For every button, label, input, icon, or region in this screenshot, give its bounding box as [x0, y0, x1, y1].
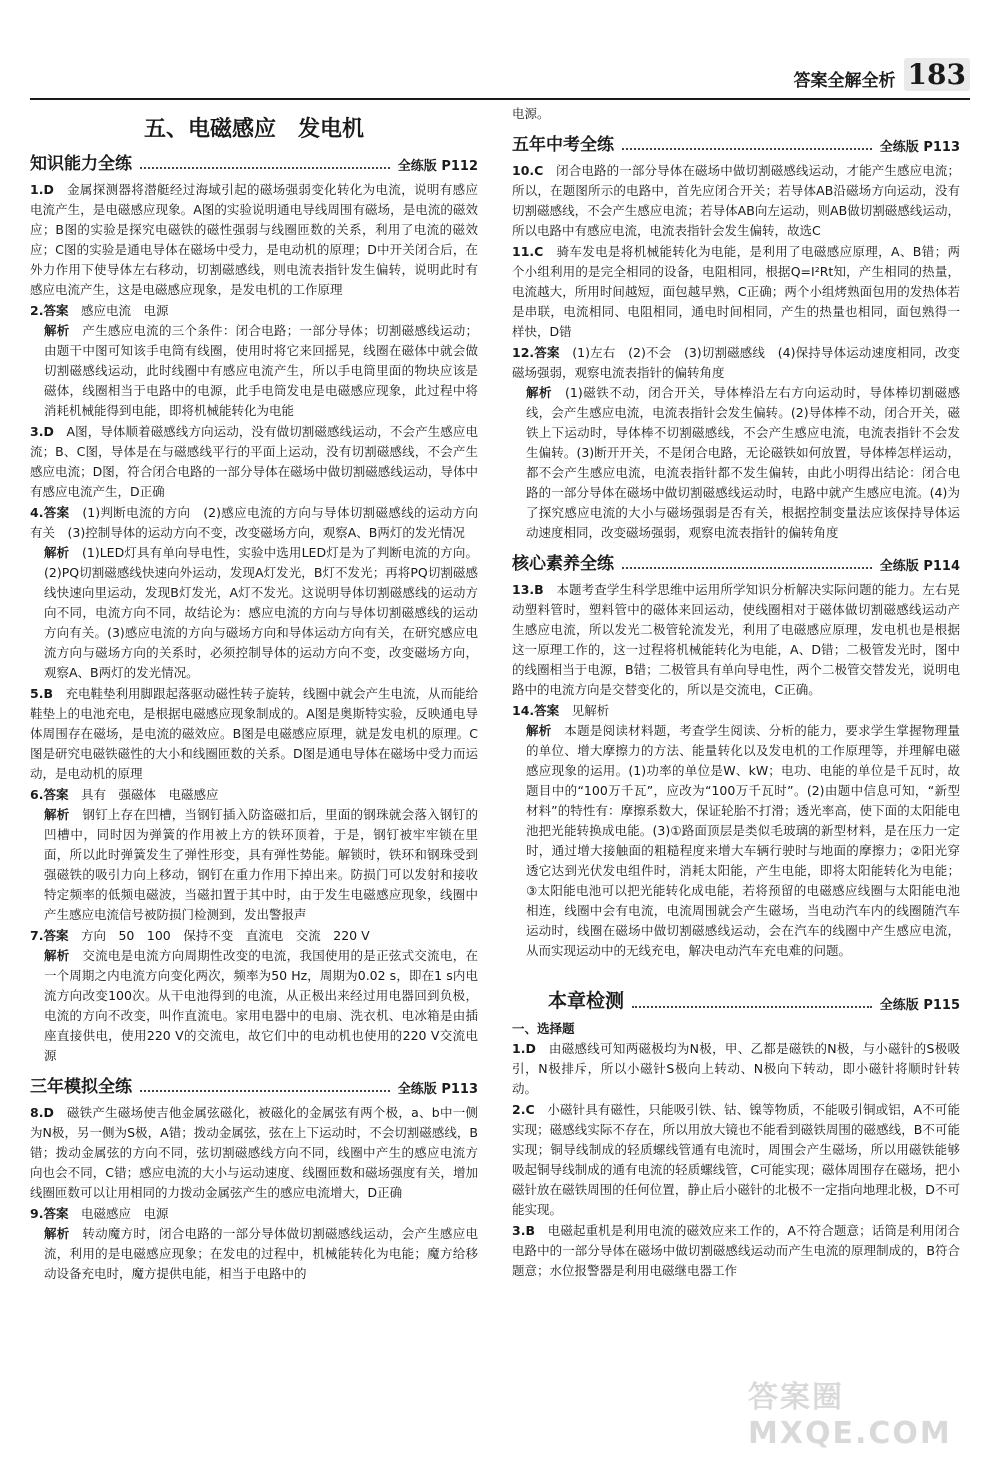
answer-label: 答案: [43, 787, 69, 802]
item-number: 3.B: [512, 1223, 535, 1238]
item-number: 13.B: [512, 582, 544, 597]
section-header: [30, 1072, 478, 1097]
item-number: 14.: [512, 703, 535, 718]
section-ref: 全练版 P113: [397, 1082, 478, 1097]
answer-label: 答案: [534, 703, 560, 718]
section-ref: 全练版 P112: [397, 159, 478, 174]
answer-item: [512, 161, 960, 241]
section-title: 核心素养全练: [512, 554, 614, 574]
answer-item: [30, 785, 478, 925]
watermark: [748, 1361, 978, 1451]
item-number: 1.D: [30, 182, 54, 197]
item-number: 9.: [30, 1206, 44, 1221]
analysis-label: 解析: [44, 948, 70, 963]
analysis-text: 转动魔方时，闭合电路的一部分导体做切割磁感线运动，会产生感应电流，利用的是电磁感应现象；在发电的过程中，机械能转化为电能；魔方给移动设备充电时，魔方提供电能，相当于电路中的: [44, 1226, 478, 1281]
section-header: [512, 986, 960, 1013]
answer-text: (1)左右 (2)不会 (3)切割磁感线 (4)保持导体运动速度相同，改变磁场强弱，观察电流表指针的偏转角度: [512, 345, 960, 380]
section-divider: [622, 148, 872, 150]
item-body: 闭合电路的一部分导体在磁场中做切割磁感线运动，才能产生感应电流；所以，在题图所示的电路中，首先应闭合开关；若导体AB沿磁场方向运动，没有切割磁感线，不会产生感应电流；若导体AB向左运动，则AB做切割磁感线运动，所以电路中有感应电流，电流表指针会发生偏转，故选C: [512, 163, 960, 238]
item-number: 3.D: [30, 424, 54, 439]
analysis-label: 解析: [44, 323, 70, 338]
section-divider: [632, 1006, 872, 1008]
answer-label: 答案: [534, 345, 560, 360]
analysis-label: 解析: [44, 545, 70, 560]
answer-item: [30, 684, 478, 784]
analysis-text: (1)LED灯具有单向导电性，实验中选用LED灯是为了判断电流的方向。(2)PQ切割磁感线快速向外运动，发现A灯发光，B灯不发光；再将PQ切割磁感线快速向里运动，发现B灯发光，A灯不发光。这说明导体切割磁感线的运动方向不同，电流方向不同，故结论为：感应电流的方向与导体切割磁感线的运动方向有关。(3)感应电流的方向与磁场方向和导体运动方向有关，在研究感应电流方向与磁场方向的关系时，必须控制导体的运动方向不变，改变磁场方向，观察A、B两灯的发光情况。: [44, 545, 478, 680]
section-divider: [622, 567, 872, 569]
analysis-text: 交流电是电流方向周期性改变的电流，我国使用的是正弦式交流电，在一个周期之内电流方向变化两次，频率为50 Hz，周期为0.02 s，即在1 s内电流方向改变100次。从干电池得到的电流，从正极出来经过用电器回到负极，电流的方向不改变，叫作直流电。家用电器中的电扇、洗衣机、电冰箱是由插座直接供电，使用220 V的交流电，故它们中的电动机也使用的220 V交流电源: [44, 948, 478, 1063]
answer-text: (1)判断电流的方向 (2)感应电流的方向与导体切割磁感线的运动方向有关 (3)控制导体的运动方向不变，改变磁场方向，观察A、B两灯的发光情况: [30, 505, 478, 540]
section-header: [30, 149, 478, 174]
section-title: 知识能力全练: [30, 154, 132, 174]
page-header: [794, 58, 970, 91]
answer-item: [30, 503, 478, 683]
answer-item: [30, 1103, 478, 1203]
section-title: 三年模拟全练: [30, 1077, 132, 1097]
analysis-text: (1)磁铁不动，闭合开关，导体棒沿左右方向运动时，导体棒切割磁感线，会产生感应电流，电流表指针会发生偏转。(2)导体棒不动，闭合开关，磁铁上下运动时，导体棒不切割磁感线，不会产生感应电流，电流表指针不会发生偏转。(3)断开开关，不是闭合电路，无论磁铁如何放置，导体棒怎样运动，都不会产生感应电流，电流表指针都不发生偏转，由此小明得出结论：闭合电路的一部分导体在磁场中做切割磁感线运动时，电路中就产生感应电流。(4)为了探究感应电流的大小与磁场强弱是否有关，根据控制变量法应该保持导体运动速度相同，改变磁场强弱，观察电流表指针的偏转角度: [526, 385, 960, 540]
answer-item: [30, 180, 478, 300]
answer-text: 感应电流 电源: [80, 303, 169, 318]
section-ref: 全练版 P113: [879, 140, 960, 155]
answer-item: [30, 1204, 478, 1284]
item-number: 6.: [30, 787, 44, 802]
item-body: 充电鞋垫利用脚跟起落驱动磁性转子旋转，线圈中就会产生电流，从而能给鞋垫上的电池充电，是根据电磁感应现象制成的。A图是奥斯特实验，反映通电导体周围存在磁场，是电流的磁效应。B图是电磁感应原理，就是发电机的原理。C图是研究电磁铁磁性的大小和线圈匝数的关系。D图是通电导体在磁场中受力而运动，是电动机的原理: [30, 686, 479, 781]
answer-item: [512, 1100, 960, 1220]
item-body: 由磁感线可知两磁极均为N极，甲、乙都是磁铁的N极，与小磁针的S极吸引，N极排斥，所以小磁针S极向上转动、N极向下转动，即小磁针将顺时针转动。: [512, 1041, 960, 1096]
section-divider: [140, 1090, 390, 1092]
item-number: 12.: [512, 345, 535, 360]
answer-item: [512, 580, 960, 700]
watermark-text: 答案圈 MXQE.COM: [748, 1380, 952, 1451]
analysis-text: 本题是阅读材料题，考查学生阅读、分析的能力，要求学生掌握物理量的单位、增大摩擦力的方法、能量转化以及发电机的工作原理等，并理解电磁感应现象的运用。(1)功率的单位是W、kW；电功、电能的单位是千瓦时，故题目中的“100万千瓦”，应改为“100万千瓦时”。(2)由题中信息可知，“新型材料”的特性有：摩擦系数大，保证轮胎不打滑；透光率高，使下面的太阳能电池把光能转换成电能。(3)①路面顶层是类似毛玻璃的新型材料，是在压力一定时，通过增大接触面的粗糙程度来增大车辆行驶时与地面的摩擦力；②阳光穿透它达到光伏发电组件时，消耗太阳能，产生电能，即将太阳能转化为电能；③太阳能电池可以把光能转化成电能，若将预留的电磁感应线圈与太阳能电池相连，线圈中会有电流，电流周围就会产生磁场，当电动汽车内的线圈随汽车运动时，线圈在磁场中做切割磁感线运动，会在汽车的线圈中产生感应电流，从而实现运动中的无线充电，解决电动汽车充电难的问题。: [526, 723, 960, 958]
item-number: 5.B: [30, 686, 53, 701]
page-number: 183: [904, 58, 970, 91]
chapter-title: 五、电磁感应 发电机: [143, 117, 364, 142]
item-number: 2.: [30, 303, 44, 318]
answer-item: [512, 242, 960, 342]
item-number: 11.C: [512, 244, 544, 259]
item-body: 骑车发电是将机械能转化为电能，是利用了电磁感应原理，A、B错；两个小组利用的是完全相同的设备，电阻相同，根据Q=I²Rt知，产生相同的热量，电流越大，所用时间越短，面包越早熟，C正确；两个小组烤熟面包用的发热体若是串联，电流相同、电阻相同，通电时间相同，产生的热量也相同，面包熟得一样快，D错: [512, 244, 960, 339]
item-body: 本题考查学生科学思维中运用所学知识分析解决实际问题的能力。左右晃动塑料管时，塑料管中的磁体来回运动，使线圈相对于磁体做切割磁感线运动产生感应电流，所以发光二极管轮流发光，利用了电磁感应原理，发电机也是根据这一原理工作的，这一过程将机械能转化为电能，A、D错；二极管发光时，图中的线圈相当于电源，B错；二极管具有单向导电性，两个二极管交替发光，说明电路中的电流方向是交替变化的，所以是交流电，C正确。: [512, 582, 960, 697]
analysis-text: 产生感应电流的三个条件：闭合电路；一部分导体；切割磁感线运动；由题干中图可知该手电筒有线圈，使用时将它来回摇晃，线圈在磁体中就会做切割磁感线运动，此时线圈中有感应电流产生，所以手电筒里面的物块应该是磁体，线圈相当于电路中的电源，此手电筒发电是电磁感应现象，此过程中将消耗机械能得到电能，即将机械能转化为电能: [44, 323, 478, 418]
answer-item: [30, 301, 478, 421]
analysis-text: 钢钉上存在凹槽，当钢钉插入防盗磁扣后，里面的钢珠就会落入钢钉的凹槽中，同时因为弹簧的作用被上方的铁环顶着，于是，钢钉被牢牢锁在里面，所以此时弹簧发生了弹性形变，具有弹性势能。解锁时，铁环和钢珠受到强磁铁的吸引力向上移动，钢钉在重力作用下掉出来。防损门可以发射和接收特定频率的低频电磁波，当磁扣置于其中时，由于发生电磁感应现象，线圈中产生感应电流信号被防损门检测到，发出警报声: [44, 807, 478, 922]
header-rule: [30, 98, 970, 100]
answer-text: 方向 50 100 保持不变 直流电 交流 220 V: [80, 928, 370, 943]
answer-label: 答案: [43, 1206, 69, 1221]
section-header: [512, 549, 960, 574]
section-divider: [140, 167, 390, 169]
answer-text: 具有 强磁体 电磁感应: [80, 787, 219, 802]
item-number: 2.C: [512, 1102, 535, 1117]
answer-label: 答案: [43, 928, 69, 943]
sub-heading: 一、选择题: [512, 1021, 575, 1036]
answer-item: [512, 343, 960, 543]
section-ref: 全练版 P114: [879, 559, 960, 574]
continued-text: 电源。: [512, 106, 550, 121]
answer-item: [30, 422, 478, 502]
section-header: [512, 130, 960, 155]
item-number: 8.D: [30, 1105, 54, 1120]
answer-text: 电磁感应 电源: [80, 1206, 169, 1221]
answer-item: [512, 701, 960, 961]
item-body: 磁铁产生磁场使吉他金属弦磁化，被磁化的金属弦有两个极，a、b中一侧为N极，另一侧为S极，A错；拨动金属弦，弦在上下运动时，不会切割磁感线，B错；拨动金属弦的方向不同，弦切割磁感线方向不同，线圈中产生的感应电流方向也会不同，C错；感应电流的大小与运动速度、线圈匝数和磁场强度有关，增加线圈匝数可以让用相同的力拨动金属弦产生的感应电流增大，D正确: [30, 1105, 478, 1200]
answer-label: 答案: [43, 303, 69, 318]
analysis-label: 解析: [526, 723, 552, 738]
item-body: 小磁针具有磁性，只能吸引铁、钴、镍等物质，不能吸引铜或铝，A不可能实现；磁感线实际不存在，所以用放大镜也不能看到磁铁周围的磁感线，B不可能实现；铜导线制成的轻质螺线管通有电流时，周围会产生磁场，所以用磁铁能够吸起铜导线制成的通有电流的轻质螺线管，C可能实现；磁体周围存在磁场，把小磁针放在磁铁周围的任何位置，静止后小磁针的北极不一定指向地理北极，D不可能实现。: [512, 1102, 960, 1217]
answer-text: 见解析: [571, 703, 610, 718]
running-title: 答案全解全析: [793, 71, 896, 91]
section-title: 五年中考全练: [512, 135, 614, 155]
item-body: 金属探测器将潜艇经过海域引起的磁场强弱变化转化为电流，说明有感应电流产生，是电磁感应现象。A图的实验说明通电导线周围有磁场，是电流的磁效应；B图的实验是探究电磁铁的磁性强弱与线圈匝数的关系，利用了电流的磁效应；C图的实验是通电导体在磁场中受力，是电动机的原理；D中开关闭合后，在外力作用下使导体左右移动，切割磁感线，则电流表指针发生偏转，说明此时有感应电流产生，这是电磁感应现象，是发电机的工作原理: [30, 182, 478, 297]
right-column: [512, 104, 960, 1435]
analysis-label: 解析: [44, 1226, 70, 1241]
item-body: A图，导体顺着磁感线方向运动，没有做切割磁感线运动，不会产生感应电流；B、C图，导体是在与磁感线平行的平面上运动，没有切割磁感线，不会产生感应电流；D图，符合闭合电路的一部分导体在磁场中做切割磁感线运动，导体中有感应电流产生，D正确: [30, 424, 478, 499]
item-number: 1.D: [512, 1041, 536, 1056]
item-number: 7.: [30, 928, 44, 943]
left-column: [30, 104, 478, 1435]
item-number: 10.C: [512, 163, 544, 178]
item-number: 4.: [30, 505, 44, 520]
analysis-label: 解析: [526, 385, 553, 400]
answer-item: [512, 1039, 960, 1099]
answer-label: 答案: [43, 505, 70, 520]
answer-item: [30, 926, 478, 1066]
section-title: 本章检测: [547, 990, 624, 1012]
analysis-label: 解析: [44, 807, 70, 822]
section-ref: 全练版 P115: [879, 998, 960, 1013]
item-body: 电磁起重机是利用电流的磁效应来工作的，A不符合题意；话筒是利用闭合电路中的一部分导体在磁场中做切割磁感线运动而产生电流的原理制成的，B符合题意；水位报警器是利用电磁继电器工作: [512, 1223, 960, 1278]
answer-item: [512, 1221, 960, 1281]
